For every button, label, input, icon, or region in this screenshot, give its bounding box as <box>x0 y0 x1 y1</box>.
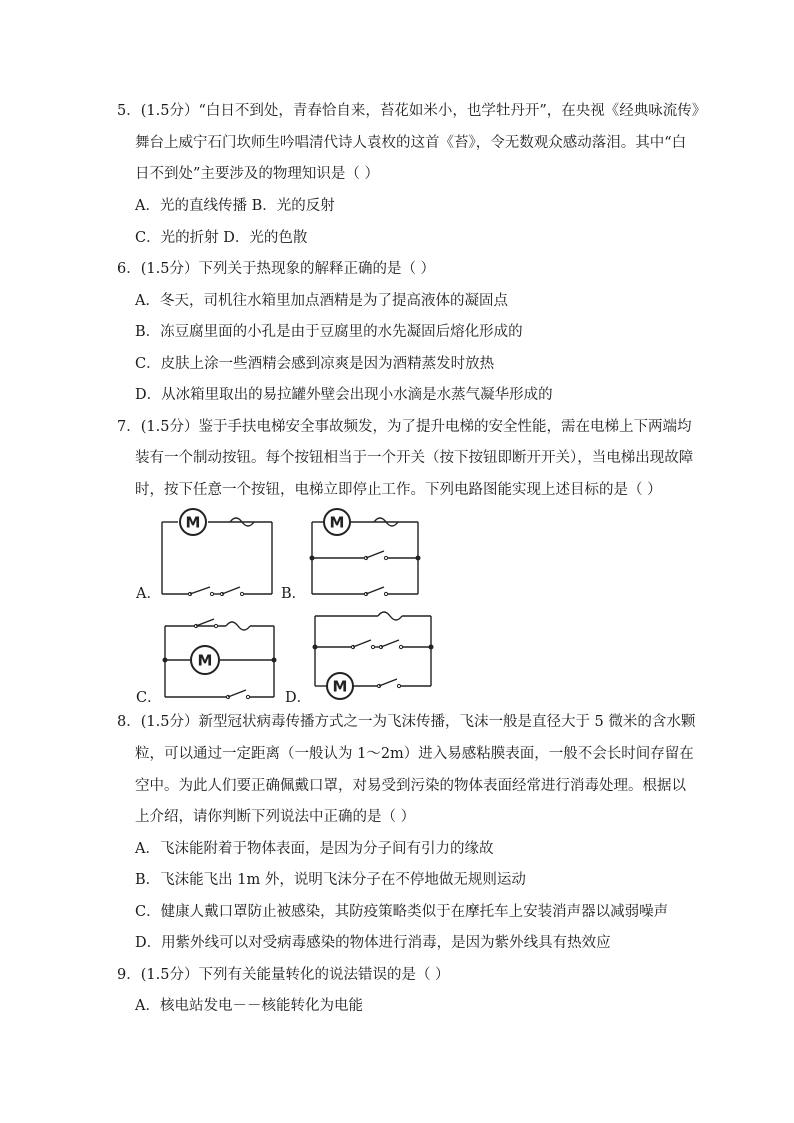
switch-icon <box>351 640 374 649</box>
switch-icon <box>220 587 243 596</box>
switch-icon <box>364 587 387 596</box>
switch-icon <box>188 587 213 596</box>
circuit-c-label[interactable]: C． <box>136 690 162 706</box>
question-5-option-ab[interactable]: A．光的直线传播 B．光的反射 <box>135 198 335 214</box>
circuit-a-label[interactable]: A． <box>136 586 161 602</box>
question-5-line-3: 日不到处”主要涉及的物理知识是（ ） <box>135 166 380 182</box>
ac-source-icon <box>378 612 402 620</box>
circuit-b-label[interactable]: B． <box>281 586 307 602</box>
question-8-option-d[interactable]: D．用紫外线可以对受病毒感染的物体进行消毒，是因为紫外线具有热效应 <box>135 935 611 951</box>
question-9-line-1: 9．(1.5分）下列有关能量转化的说法错误的是（ ） <box>117 967 450 983</box>
question-8-line-1: 8．(1.5分）新型冠状病毒传播方式之一为飞沫传播，飞沫一般是直径大于 5 微米的含水颗 <box>117 714 696 730</box>
motor-label: M <box>197 651 213 670</box>
question-7-line-2: 装有一个制动按钮。每个按钮相当于一个开关（按下按钮即断开开关），当电梯出现故障 <box>135 450 694 466</box>
question-6-option-d[interactable]: D．从冰箱里取出的易拉罐外壁会出现小水滴是水蒸气凝华形成的 <box>135 387 553 403</box>
circuit-b-diagram <box>300 505 430 600</box>
circuit-d-label[interactable]: D． <box>285 690 312 706</box>
question-8-line-2: 粒，可以通过一定距离（一般认为 1～2m）进入易感粘膜表面，一般不会长时间存留在 <box>135 746 694 762</box>
motor-label: M <box>332 677 348 696</box>
question-8-line-3: 空中。为此人们要正确佩戴口罩，对易受到污染的物体表面经常进行消毒处理。根据以 <box>135 778 686 794</box>
switch-icon <box>379 640 402 649</box>
motor-label: M <box>185 513 201 532</box>
question-5-line-2: 舞台上威宁石门坎师生吟唱清代诗人袁枚的这首《苔》，令无数观众感动落泪。其中“白 <box>135 135 687 151</box>
ac-source-icon <box>226 622 250 630</box>
switch-icon <box>226 690 249 699</box>
circuit-a-diagram <box>150 505 280 600</box>
question-6-option-a[interactable]: A．冬天，司机往水箱里加点酒精是为了提高液体的凝固点 <box>135 293 508 309</box>
circuit-c-diagram <box>150 612 280 702</box>
question-8-option-b[interactable]: B．飞沫能飞出 1m 外，说明飞沫分子在不停地做无规则运动 <box>135 872 526 888</box>
question-7-line-3: 时，按下任意一个按钮，电梯立即停止工作。下列电路图能实现上述目标的是（ ） <box>135 482 662 498</box>
question-8-option-c[interactable]: C．健康人戴口罩防止被感染，其防疫策略类似于在摩托车上安装消声器以减弱噪声 <box>135 904 669 920</box>
question-8-option-a[interactable]: A．飞沫能附着于物体表面，是因为分子间有引力的缘故 <box>135 841 494 857</box>
question-6-line-1: 6．(1.5分）下列关于热现象的解释正确的是（ ） <box>117 261 436 277</box>
question-8-line-4: 上介绍，请你判断下列说法中正确的是（ ） <box>135 809 416 825</box>
switch-icon <box>364 551 387 560</box>
question-9-option-a[interactable]: A．核电站发电－－核能转化为电能 <box>135 998 363 1014</box>
question-6-option-c[interactable]: C．皮肤上涂一些酒精会感到凉爽是因为酒精蒸发时放热 <box>135 356 495 372</box>
question-6-option-b[interactable]: B．冻豆腐里面的小孔是由于豆腐里的水先凝固后熔化形成的 <box>135 324 523 340</box>
question-5-line-1: 5．(1.5分）“白日不到处，青春恰自来，苔花如米小，也学牡丹开”，在央视《经典咏流传》 <box>117 103 707 119</box>
circuit-d-diagram <box>305 600 435 700</box>
switch-icon <box>377 679 400 688</box>
question-7-line-1: 7．(1.5分）鉴于手扶电梯安全事故频发，为了提升电梯的安全性能，需在电梯上下两端均 <box>117 419 692 435</box>
question-5-option-cd[interactable]: C．光的折射 D．光的色散 <box>135 230 308 246</box>
motor-label: M <box>329 513 345 532</box>
